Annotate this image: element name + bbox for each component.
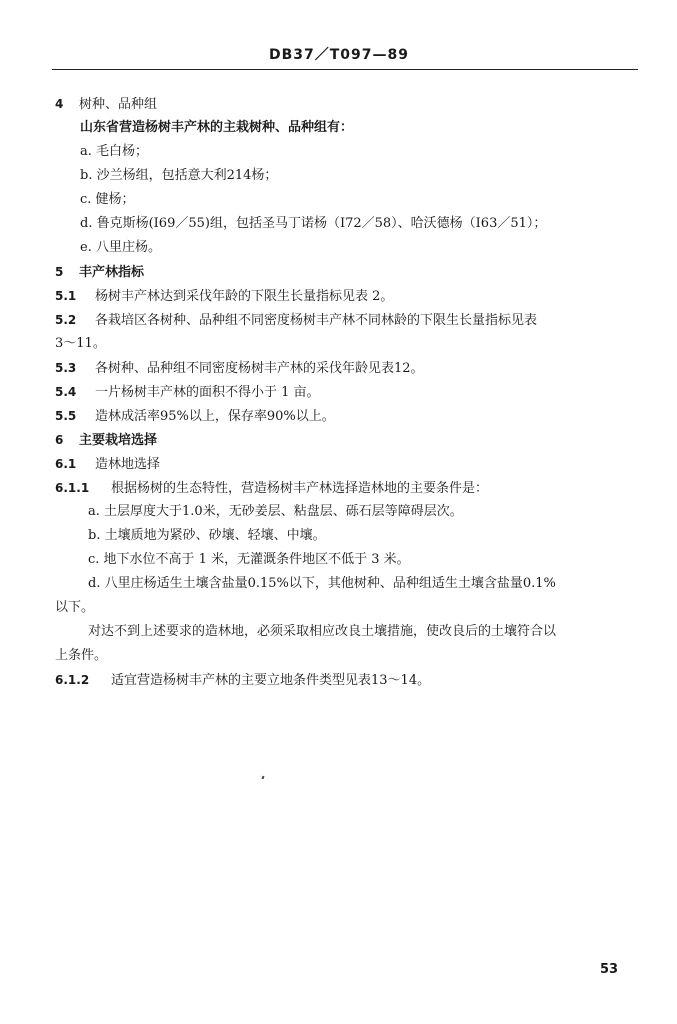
clause-number: 6.1.2 — [55, 673, 90, 687]
condition-item-b: b. 土壤质地为紧砂、砂壤、轻壤、中壤。 — [88, 528, 326, 543]
clause-number: 5.2 — [55, 313, 77, 327]
condition-item-c: c. 地下水位不高于 1 米，无灌溉条件地区不低于 3 米。 — [88, 552, 410, 567]
clause-text: 各树种、品种组不同密度杨树丰产林的采伐年龄见表12。 — [95, 361, 424, 376]
section-title: 树种、品种组 — [79, 97, 158, 112]
clause-5-5 — [55, 408, 335, 425]
clause-number: 6.1.1 — [55, 481, 90, 495]
list-item-a: a. 毛白杨； — [80, 144, 149, 159]
list-item-b: b. 沙兰杨组，包括意大利214杨； — [80, 168, 278, 183]
section-number: 6 — [55, 433, 64, 447]
clause-number: 5.1 — [55, 289, 77, 303]
section-4-heading — [55, 96, 157, 113]
section-6-heading — [55, 432, 157, 449]
scan-speck — [262, 776, 265, 780]
section-5-heading — [55, 264, 144, 281]
clause-6-1 — [55, 456, 160, 473]
clause-text: 杨树丰产林达到采伐年龄的下限生长量指标见表 2。 — [95, 289, 394, 304]
clause-text: 造林地选择 — [95, 457, 161, 472]
body-paragraph-continued: 上条件。 — [55, 648, 108, 663]
clause-number: 5.5 — [55, 409, 77, 423]
page-number: 53 — [600, 962, 619, 977]
condition-item-d: d. 八里庄杨适生土壤含盐量0.15%以下，其他树种、品种组适生土壤含盐量0.1% — [88, 576, 556, 591]
clause-text: 一片杨树丰产林的面积不得小于 1 亩。 — [95, 385, 320, 400]
section-4-intro: 山东省营造杨树丰产林的主栽树种、品种组有： — [80, 120, 354, 135]
section-number: 4 — [55, 97, 64, 111]
list-item-d: d. 鲁克斯杨(I69／55)组，包括圣马丁诺杨（I72／58）、哈沃德杨（I63／51）； — [80, 216, 547, 231]
condition-item-d-continued: 以下。 — [55, 600, 95, 615]
clause-number: 6.1 — [55, 457, 77, 471]
clause-text: 根据杨树的生态特性，营造杨树丰产林选择造林地的主要条件是： — [111, 481, 489, 496]
clause-5-4 — [55, 384, 320, 401]
clause-number: 5.3 — [55, 361, 77, 375]
clause-5-1 — [55, 288, 393, 305]
clause-text: 各栽培区各树种、品种组不同密度杨树丰产林不同林龄的下限生长量指标见表 — [95, 313, 538, 328]
section-number: 5 — [55, 265, 64, 279]
clause-5-2 — [55, 312, 537, 329]
clause-6-1-1 — [55, 480, 488, 497]
clause-6-1-2 — [55, 672, 430, 689]
clause-text: 造林成活率95%以上，保存率90%以上。 — [95, 409, 335, 424]
list-item-c: c. 健杨； — [80, 192, 135, 207]
standard-code-header: DB37／T097—89 — [268, 47, 410, 63]
clause-number: 5.4 — [55, 385, 77, 399]
body-paragraph: 对达不到上述要求的造林地，必须采取相应改良土壤措施，使改良后的土壤符合以 — [88, 624, 557, 639]
clause-5-3 — [55, 360, 424, 377]
clause-5-2-continued: 3～11。 — [55, 336, 106, 351]
section-title: 丰产林指标 — [79, 265, 145, 280]
section-title: 主要栽培选择 — [79, 433, 158, 448]
condition-item-a: a. 土层厚度大于1.0米，无砂姜层、粘盘层、砾石层等障碍层次。 — [88, 504, 463, 519]
header-divider — [52, 69, 638, 70]
list-item-e: e. 八里庄杨。 — [80, 240, 161, 255]
clause-text: 适宜营造杨树丰产林的主要立地条件类型见表13～14。 — [111, 673, 431, 688]
